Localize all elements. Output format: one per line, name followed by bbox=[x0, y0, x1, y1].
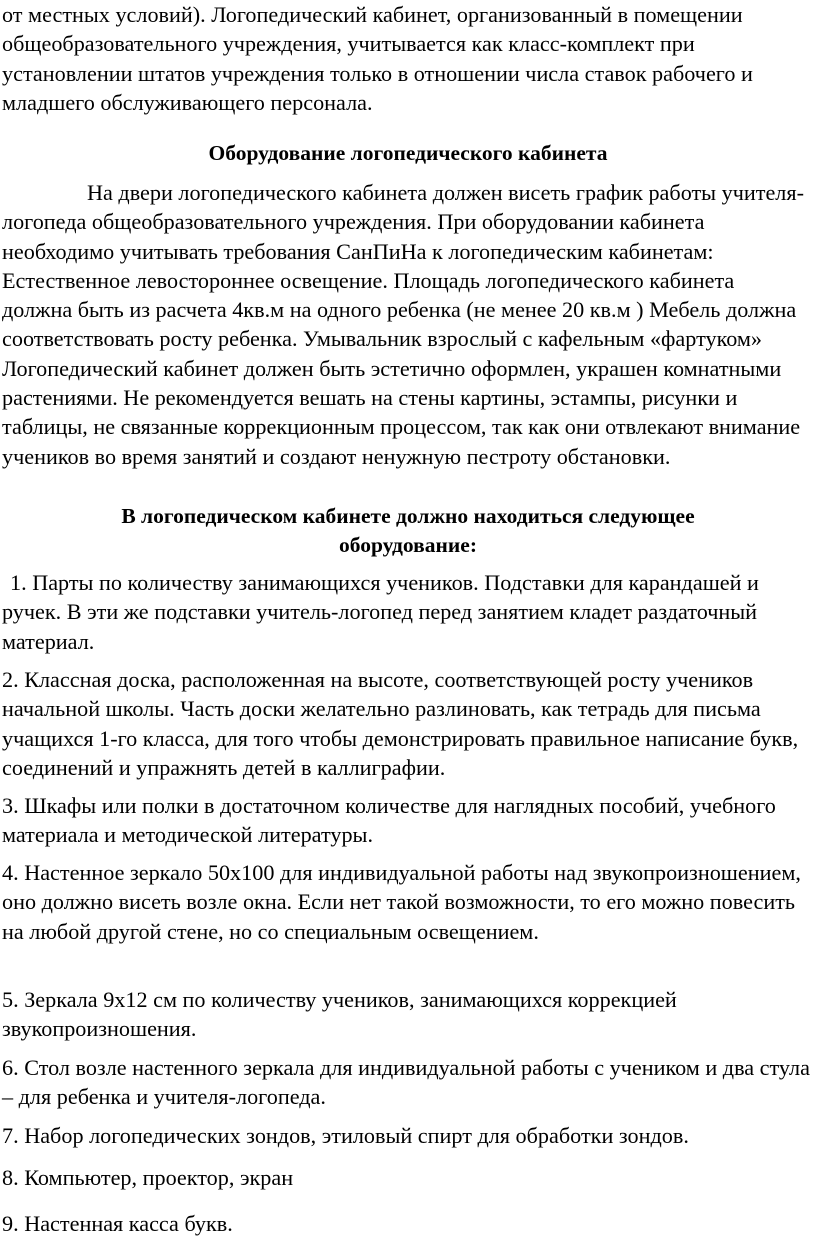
list-item: 4. Настенное зеркало 50х100 для индивидуальной работы над звукопроизношением, оно должно висеть возле окна. Если нет такой возможности, то его можно повесить на любой другой стене, но со специальным освещением. bbox=[2, 860, 801, 944]
list-item bbox=[2, 568, 810, 656]
list-item-1-text: 1. Парты по количеству занимающихся учеников. Подставки для карандашей и ручек. В эти же подставки учитель-логопед перед занятием кладет раздаточный материал. bbox=[2, 570, 759, 654]
list-item: 3. Шкафы или полки в достаточном количестве для наглядных пособий, учебного материала и методической литературы. bbox=[2, 793, 776, 848]
equipment-paragraph-text: На двери логопедического кабинета должен висеть график работы учителя-логопеда общеобразовательного учреждения. При оборудовании кабинета необходимо учитывать требования СанПиНа к логопедическим кабинетам: Естественное левостороннее освещение. Площадь логопедического кабинета должна быть из расчета 4кв.м на одного ребенка (не менее 20 кв.м ) Мебель должна соответствовать росту ребенка. Умывальник взрослый с кафельным «фартуком» Логопедический кабинет должен быть эстетично оформлен, украшен комнатными растениями. Не рекомендуется вешать на стены картины, эстампы, рисунки и таблицы, не связанные коррекционным процессом, так как они отвлекают внимание учеников во время занятий и создают ненужную пестроту обстановки. bbox=[2, 180, 804, 469]
heading-equipment: Оборудование логопедического кабинета bbox=[208, 141, 608, 165]
list-item: 2. Классная доска, расположенная на высоте, соответствующей росту учеников начальной школы. Часть доски желательно разлиновать, как тетрадь для письма учащихся 1-го класса, для того чтобы демонстрировать правильное написание букв, соединений и упражнять детей в каллиграфии. bbox=[2, 667, 799, 780]
list-item: 9. Настенная касса букв. bbox=[2, 1211, 233, 1236]
list-item: 8. Компьютер, проектор, экран bbox=[2, 1165, 294, 1190]
list-item: 5. Зеркала 9х12 см по количеству учеников, занимающихся коррекцией звукопроизношения. bbox=[2, 987, 677, 1042]
equipment-paragraph bbox=[2, 178, 810, 471]
heading-list: В логопедическом кабинете должно находиться следующее оборудование: bbox=[121, 504, 695, 558]
list-item: 7. Набор логопедических зондов, этиловый спирт для обработки зондов. bbox=[2, 1123, 689, 1148]
list-item: 6. Стол возле настенного зеркала для индивидуальной работы с учеником и два стула – для ребенка и учителя-логопеда. bbox=[2, 1055, 810, 1110]
intro-paragraph: от местных условий). Логопедический кабинет, организованный в помещении общеобразовательного учреждения, учитывается как класс-комплект при установлении штатов учреждения только в отношении числа ставок рабочего и младшего обслуживающего персонала. bbox=[2, 2, 753, 115]
